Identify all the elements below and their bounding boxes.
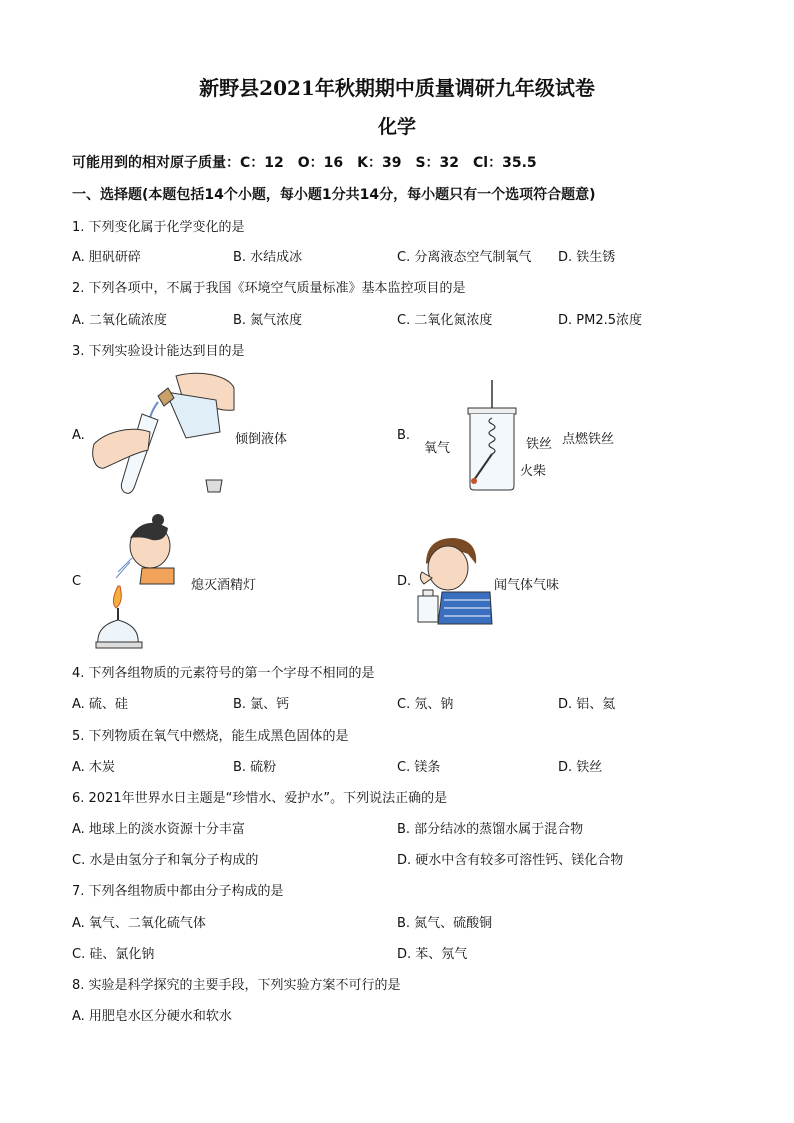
figure-d-letter: D. bbox=[397, 574, 412, 589]
option-c: C. 水是由氢分子和氧分子构成的 bbox=[72, 853, 259, 868]
figure-b-letter: B. bbox=[397, 428, 411, 443]
option-c: C. 硅、氯化钠 bbox=[72, 947, 155, 962]
section-heading: 一、选择题(本题包括14个小题，每小题1分共14分，每小题只有一个选项符合题意) bbox=[72, 187, 596, 203]
option-a: A. 二氧化硫浓度 bbox=[72, 313, 167, 328]
question-stem: 6. 2021年世界水日主题是“珍惜水、爱护水”。下列说法正确的是 bbox=[72, 791, 448, 806]
option-d: D. 铁丝 bbox=[558, 760, 603, 775]
question-stem: 8. 实验是科学探究的主要手段，下列实验方案不可行的是 bbox=[72, 978, 401, 993]
figure-b-caption: 点燃铁丝 bbox=[562, 432, 615, 447]
option-d: D. 硬水中含有较多可溶性钙、镁化合物 bbox=[397, 853, 624, 868]
label-oxygen: 氧气 bbox=[424, 441, 451, 456]
label-match: 火柴 bbox=[520, 464, 547, 479]
option-c: C. 镁条 bbox=[397, 760, 441, 775]
smelling-gas-figure bbox=[414, 534, 494, 626]
option-a: A. 木炭 bbox=[72, 760, 115, 775]
atomic-masses: 可能用到的相对原子质量：C：12 O：16 K：39 S：32 Cl：35.5 bbox=[72, 155, 537, 171]
option-a: A. 用肥皂水区分硬水和软水 bbox=[72, 1009, 232, 1024]
alcohol-lamp-figure bbox=[92, 512, 184, 652]
option-a: A. 硫、硅 bbox=[72, 697, 128, 712]
option-a: A. 地球上的淡水资源十分丰富 bbox=[72, 822, 245, 837]
option-d: D. 铝、氦 bbox=[558, 697, 616, 712]
question-stem: 4. 下列各组物质的元素符号的第一个字母不相同的是 bbox=[72, 666, 375, 681]
label-iron-wire: 铁丝 bbox=[526, 437, 553, 452]
question-stem: 5. 下列物质在氧气中燃烧，能生成黑色固体的是 bbox=[72, 729, 349, 744]
option-c: C. 氖、钠 bbox=[397, 697, 454, 712]
pouring-liquid-figure bbox=[88, 370, 238, 500]
option-b: B. 氮气、硫酸铜 bbox=[397, 916, 493, 931]
option-a: A. 氧气、二氧化硫气体 bbox=[72, 916, 206, 931]
figure-d-caption: 闻气体气味 bbox=[494, 578, 560, 593]
question-stem: 7. 下列各组物质中都由分子构成的是 bbox=[72, 884, 284, 899]
option-b: B. 硫粉 bbox=[233, 760, 277, 775]
question-stem: 2. 下列各项中，不属于我国《环境空气质量标准》基本监控项目的是 bbox=[72, 281, 466, 296]
option-b: B. 氮气浓度 bbox=[233, 313, 303, 328]
figure-c-letter: C bbox=[72, 574, 82, 589]
option-b: B. 部分结冰的蒸馏水属于混合物 bbox=[397, 822, 584, 837]
option-d: D. PM2.5浓度 bbox=[558, 313, 643, 328]
subject-title: 化学 bbox=[377, 116, 416, 138]
question-stem: 3. 下列实验设计能达到目的是 bbox=[72, 344, 245, 359]
option-b: B. 氯、钙 bbox=[233, 697, 290, 712]
figure-a-letter: A. bbox=[72, 428, 85, 443]
burning-iron-wire-figure bbox=[458, 378, 528, 494]
option-b: B. 水结成冰 bbox=[233, 250, 303, 265]
option-c: C. 分离液态空气制氧气 bbox=[397, 250, 532, 265]
option-d: D. 苯、氖气 bbox=[397, 947, 468, 962]
figure-a-caption: 倾倒液体 bbox=[235, 432, 288, 447]
figure-c-caption: 熄灭酒精灯 bbox=[191, 578, 257, 593]
option-d: D. 铁生锈 bbox=[558, 250, 616, 265]
option-c: C. 二氧化氮浓度 bbox=[397, 313, 493, 328]
exam-title: 新野县2021年秋期期中质量调研九年级试卷 bbox=[199, 76, 595, 100]
option-a: A. 胆矾研碎 bbox=[72, 250, 141, 265]
question-stem: 1. 下列变化属于化学变化的是 bbox=[72, 220, 245, 235]
